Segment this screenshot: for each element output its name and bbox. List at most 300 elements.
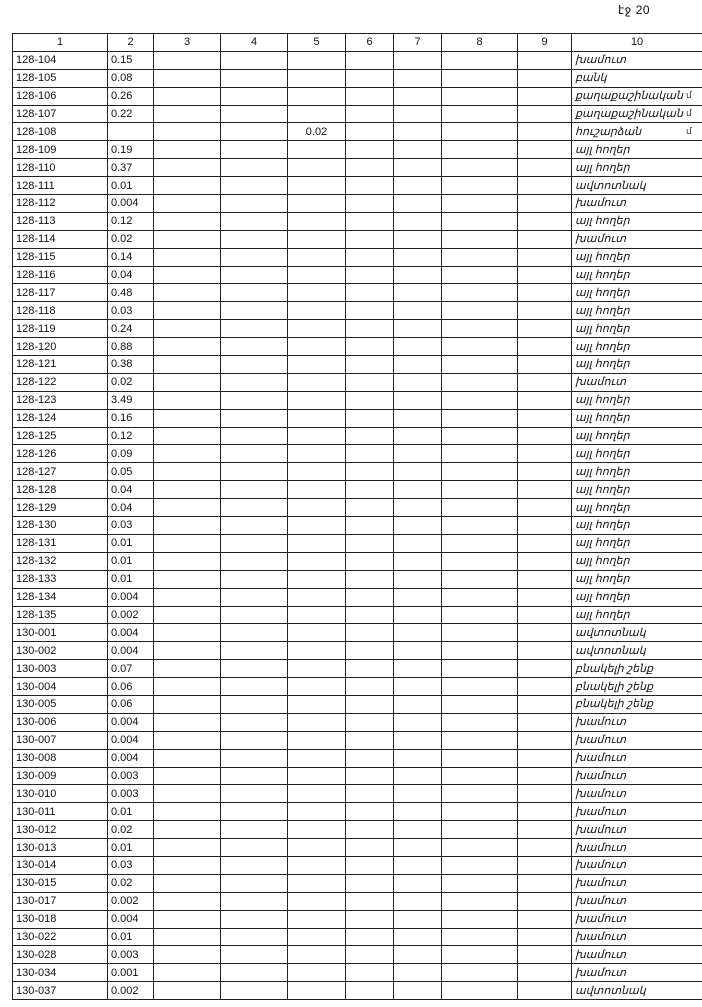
empty-cell [442,195,518,213]
table-row [13,409,702,427]
column-header-5: 5 [288,34,346,52]
column-header-2: 2 [108,34,154,52]
empty-cell [442,678,518,696]
empty-cell [221,105,288,123]
empty-cell [154,356,221,374]
table-row [13,749,702,767]
table-row [13,373,702,391]
parcel-code-cell: 128-115 [13,248,108,266]
empty-cell [518,248,572,266]
empty-cell [518,212,572,230]
parcel-code-cell: 128-117 [13,284,108,302]
empty-cell [154,338,221,356]
empty-cell [221,177,288,195]
empty-cell [518,785,572,803]
empty-cell [394,105,442,123]
column-5-cell [288,320,346,338]
land-use-cell: քաղաքաշինական [572,105,702,123]
empty-cell [154,105,221,123]
column-5-cell [288,552,346,570]
area-cell: 0.12 [108,427,154,445]
land-use-cell: այլ հողեր [572,320,702,338]
area-cell: 0.16 [108,409,154,427]
empty-cell [442,177,518,195]
empty-cell [154,839,221,857]
land-use-cell: այլ հողեր [572,266,702,284]
empty-cell [442,660,518,678]
empty-cell [346,212,394,230]
empty-cell [154,767,221,785]
empty-cell [442,910,518,928]
table-row [13,123,702,141]
empty-cell [221,695,288,713]
empty-cell [154,570,221,588]
empty-cell [518,856,572,874]
empty-cell [394,910,442,928]
empty-cell [346,463,394,481]
table-row [13,713,702,731]
parcel-code-cell: 130-003 [13,660,108,678]
empty-cell [154,51,221,69]
land-use-cell: այլ հողեր [572,552,702,570]
column-5-cell [288,373,346,391]
empty-cell [518,230,572,248]
empty-cell [394,338,442,356]
empty-cell [346,749,394,767]
empty-cell [394,51,442,69]
column-5-cell [288,195,346,213]
empty-cell [346,248,394,266]
parcel-code-cell: 128-114 [13,230,108,248]
empty-cell [154,212,221,230]
land-use-cell: այլ հողեր [572,248,702,266]
table-row [13,624,702,642]
column-5-cell [288,87,346,105]
table-row [13,946,702,964]
land-use-cell: հուշարձան [572,123,702,141]
empty-cell [346,785,394,803]
empty-cell [518,982,572,1000]
empty-cell [221,803,288,821]
parcel-code-cell: 128-118 [13,302,108,320]
empty-cell [394,552,442,570]
empty-cell [394,391,442,409]
empty-cell [394,678,442,696]
area-cell: 0.02 [108,230,154,248]
empty-cell [221,445,288,463]
column-5-cell [288,356,346,374]
table-row [13,177,702,195]
empty-cell [442,946,518,964]
empty-cell [221,821,288,839]
empty-cell [221,195,288,213]
empty-cell [346,964,394,982]
empty-cell [221,767,288,785]
empty-cell [221,159,288,177]
empty-cell [442,463,518,481]
page-number-label: էջ 20 [618,3,651,17]
table-row [13,427,702,445]
land-use-cell: այլ հողեր [572,141,702,159]
area-cell: 0.02 [108,821,154,839]
empty-cell [221,391,288,409]
empty-cell [221,570,288,588]
area-cell: 0.03 [108,517,154,535]
table-row [13,892,702,910]
empty-cell [518,713,572,731]
empty-cell [442,159,518,177]
empty-cell [394,964,442,982]
empty-cell [394,713,442,731]
table-row [13,803,702,821]
column-5-cell [288,910,346,928]
land-use-cell: խամուտ [572,839,702,857]
empty-cell [154,731,221,749]
empty-cell [442,534,518,552]
land-use-cell: խամուտ [572,51,702,69]
table-row [13,839,702,857]
empty-cell [221,409,288,427]
land-use-cell: ավտոտնակ [572,177,702,195]
empty-cell [154,266,221,284]
empty-cell [154,159,221,177]
empty-cell [394,928,442,946]
column-5-cell [288,964,346,982]
empty-cell [518,87,572,105]
empty-cell [442,874,518,892]
empty-cell [221,302,288,320]
table-row [13,606,702,624]
empty-cell [346,320,394,338]
empty-cell [442,266,518,284]
margin-mark: մ [686,108,692,118]
area-cell: 0.08 [108,69,154,87]
empty-cell [346,123,394,141]
land-use-cell: խամուտ [572,713,702,731]
empty-cell [442,123,518,141]
empty-cell [442,248,518,266]
empty-cell [394,749,442,767]
table-row [13,695,702,713]
empty-cell [442,51,518,69]
column-5-cell [288,660,346,678]
empty-cell [346,159,394,177]
table-row [13,284,702,302]
area-cell: 0.002 [108,892,154,910]
empty-cell [518,195,572,213]
table-row [13,499,702,517]
land-use-cell: ավտոտնակ [572,624,702,642]
empty-cell [154,230,221,248]
area-cell: 0.004 [108,588,154,606]
empty-cell [346,803,394,821]
table-row [13,731,702,749]
area-cell: 0.001 [108,964,154,982]
parcel-code-cell: 128-133 [13,570,108,588]
land-use-cell: խամուտ [572,964,702,982]
table-row [13,51,702,69]
empty-cell [518,338,572,356]
area-cell: 0.04 [108,499,154,517]
parcel-code-cell: 130-018 [13,910,108,928]
empty-cell [346,69,394,87]
land-use-cell: բնակելի շենք [572,660,702,678]
empty-cell [154,749,221,767]
table-row [13,570,702,588]
land-use-cell: այլ հողեր [572,338,702,356]
empty-cell [221,552,288,570]
empty-cell [394,230,442,248]
column-5-cell [288,266,346,284]
column-5-cell [288,391,346,409]
empty-cell [394,856,442,874]
parcel-code-cell: 128-135 [13,606,108,624]
parcel-code-cell: 130-013 [13,839,108,857]
parcel-code-cell: 128-106 [13,87,108,105]
empty-cell [394,248,442,266]
area-cell [108,123,154,141]
empty-cell [518,946,572,964]
land-use-cell: այլ հողեր [572,588,702,606]
empty-cell [346,517,394,535]
empty-cell [221,338,288,356]
empty-cell [154,642,221,660]
area-cell: 0.24 [108,320,154,338]
empty-cell [394,839,442,857]
empty-cell [442,803,518,821]
empty-cell [346,606,394,624]
empty-cell [394,946,442,964]
land-use-cell: այլ հողեր [572,445,702,463]
land-use-cell: խամուտ [572,749,702,767]
column-header-7: 7 [394,34,442,52]
empty-cell [154,892,221,910]
empty-cell [154,427,221,445]
area-cell: 0.003 [108,767,154,785]
table-row [13,821,702,839]
empty-cell [346,821,394,839]
empty-cell [442,749,518,767]
empty-cell [518,910,572,928]
empty-cell [346,284,394,302]
empty-cell [346,624,394,642]
land-use-cell: այլ հողեր [572,499,702,517]
parcel-code-cell: 128-107 [13,105,108,123]
empty-cell [442,391,518,409]
area-cell: 0.01 [108,928,154,946]
empty-cell [346,892,394,910]
table-row [13,517,702,535]
empty-cell [346,499,394,517]
table-row [13,230,702,248]
empty-cell [442,839,518,857]
empty-cell [154,964,221,982]
empty-cell [518,445,572,463]
empty-cell [518,570,572,588]
empty-cell [442,356,518,374]
land-use-cell: խամուտ [572,856,702,874]
empty-cell [518,767,572,785]
empty-cell [442,713,518,731]
empty-cell [346,642,394,660]
empty-cell [518,356,572,374]
empty-cell [442,320,518,338]
empty-cell [221,69,288,87]
empty-cell [518,284,572,302]
empty-cell [442,69,518,87]
parcel-code-cell: 130-011 [13,803,108,821]
empty-cell [221,678,288,696]
empty-cell [442,588,518,606]
area-cell: 0.04 [108,481,154,499]
empty-cell [221,910,288,928]
empty-cell [346,767,394,785]
area-cell: 0.002 [108,982,154,1000]
area-cell: 0.003 [108,785,154,803]
column-5-cell [288,892,346,910]
table-row [13,338,702,356]
empty-cell [394,982,442,1000]
empty-cell [154,373,221,391]
empty-cell [442,481,518,499]
area-cell: 0.004 [108,195,154,213]
empty-cell [154,856,221,874]
empty-cell [346,839,394,857]
empty-cell [154,284,221,302]
empty-cell [518,534,572,552]
empty-cell [154,320,221,338]
empty-cell [394,785,442,803]
parcel-code-cell: 130-009 [13,767,108,785]
land-use-cell: խամուտ [572,803,702,821]
area-cell: 0.19 [108,141,154,159]
empty-cell [154,248,221,266]
empty-cell [394,892,442,910]
empty-cell [518,499,572,517]
table-row [13,391,702,409]
empty-cell [442,767,518,785]
empty-cell [394,123,442,141]
empty-cell [154,69,221,87]
empty-cell [346,409,394,427]
empty-cell [346,141,394,159]
parcel-code-cell: 128-125 [13,427,108,445]
land-use-cell: խամուտ [572,928,702,946]
area-cell: 0.03 [108,302,154,320]
parcel-code-cell: 130-034 [13,964,108,982]
empty-cell [394,87,442,105]
empty-cell [442,409,518,427]
land-use-cell: բանկ [572,69,702,87]
column-5-cell [288,678,346,696]
table-body [13,51,702,999]
empty-cell [346,338,394,356]
empty-cell [346,731,394,749]
empty-cell [442,373,518,391]
area-cell: 0.07 [108,660,154,678]
empty-cell [442,982,518,1000]
land-use-cell: խամուտ [572,230,702,248]
empty-cell [154,695,221,713]
empty-cell [221,141,288,159]
area-cell: 0.002 [108,606,154,624]
area-cell: 0.38 [108,356,154,374]
empty-cell [518,874,572,892]
land-use-cell: այլ հողեր [572,481,702,499]
parcel-code-cell: 128-127 [13,463,108,481]
table-row [13,356,702,374]
empty-cell [394,624,442,642]
empty-cell [221,928,288,946]
empty-cell [221,624,288,642]
empty-cell [154,910,221,928]
empty-cell [518,892,572,910]
column-5-cell [288,338,346,356]
land-use-cell: խամուտ [572,910,702,928]
column-header-9: 9 [518,34,572,52]
empty-cell [154,874,221,892]
land-use-cell: այլ հողեր [572,606,702,624]
parcel-code-cell: 130-017 [13,892,108,910]
area-cell: 0.004 [108,713,154,731]
empty-cell [154,803,221,821]
table-row [13,874,702,892]
table-row [13,141,702,159]
empty-cell [221,230,288,248]
empty-cell [442,499,518,517]
empty-cell [221,588,288,606]
empty-cell [221,87,288,105]
empty-cell [154,678,221,696]
empty-cell [346,177,394,195]
parcel-code-cell: 130-014 [13,856,108,874]
area-cell: 0.12 [108,212,154,230]
empty-cell [154,195,221,213]
land-use-cell: բնակելի շենք [572,695,702,713]
parcel-code-cell: 130-001 [13,624,108,642]
land-parcel-table [12,33,702,1000]
empty-cell [442,230,518,248]
column-5-cell [288,427,346,445]
empty-cell [518,266,572,284]
empty-cell [394,534,442,552]
empty-cell [221,660,288,678]
empty-cell [346,713,394,731]
empty-cell [346,910,394,928]
table-row [13,534,702,552]
empty-cell [518,391,572,409]
empty-cell [442,642,518,660]
column-5-cell [288,785,346,803]
land-use-cell: այլ հողեր [572,463,702,481]
margin-mark: մ [686,126,692,136]
column-header-3: 3 [154,34,221,52]
parcel-code-cell: 130-002 [13,642,108,660]
table-row [13,320,702,338]
empty-cell [346,874,394,892]
empty-cell [154,517,221,535]
land-use-cell: ավտոտնակ [572,982,702,1000]
land-use-cell: խամուտ [572,874,702,892]
empty-cell [346,302,394,320]
empty-cell [221,51,288,69]
empty-cell [221,839,288,857]
table-row [13,105,702,123]
empty-cell [154,624,221,642]
parcel-code-cell: 130-007 [13,731,108,749]
empty-cell [346,678,394,696]
empty-cell [442,552,518,570]
